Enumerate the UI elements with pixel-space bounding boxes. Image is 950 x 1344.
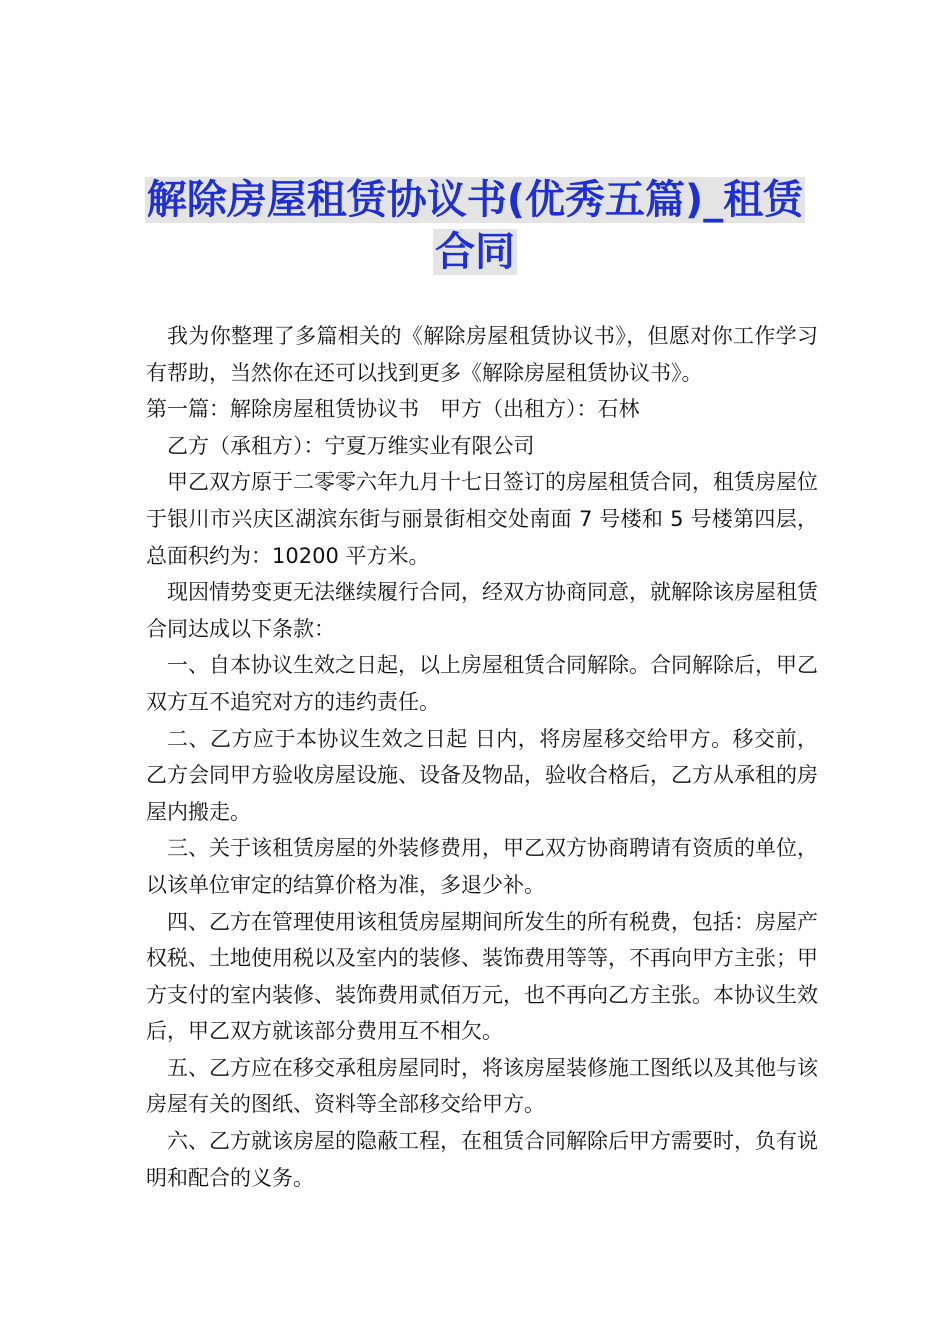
paragraph-chapter-one-heading: 第一篇：解除房屋租赁协议书 甲方（出租方）：石林 <box>146 397 640 422</box>
paragraph-party-b: 乙方（承租方）：宁夏万维实业有限公司 <box>167 433 535 458</box>
document-body <box>146 318 818 1196</box>
document-title <box>140 174 810 278</box>
title-line-1: 解除房屋租赁协议书(优秀五篇)_租赁 <box>146 177 804 223</box>
paragraph-clause-3: 三、关于该租赁房屋的外装修费用，甲乙双方协商聘请有资质的单位，以该单位审定的结算价格为准，多退少补。 <box>146 836 818 897</box>
paragraph-clause-5: 五、乙方应在移交承租房屋同时，将该房屋装修施工图纸以及其他与该房屋有关的图纸、资料等全部移交给甲方。 <box>146 1055 818 1117</box>
paragraph-reason: 现因情势变更无法继续履行合同，经双方协商同意，就解除该房屋租赁合同达成以下条款： <box>146 580 818 641</box>
paragraph-clause-2: 二、乙方应于本协议生效之日起 日内，将房屋移交给甲方。移交前，乙方会同甲方验收房屋设施、设备及物品，验收合格后，乙方从承租的房屋内搬走。 <box>146 726 818 824</box>
title-line-2: 合同 <box>435 229 515 275</box>
paragraph-intro: 我为你整理了多篇相关的《解除房屋租赁协议书》，但愿对你工作学习有帮助，当然你在还可以找到更多《解除房屋租赁协议书》。 <box>146 324 818 385</box>
paragraph-clause-4: 四、乙方在管理使用该租赁房屋期间所发生的所有税费，包括：房屋产权税、土地使用税以及室内的装修、装饰费用等等，不再向甲方主张；甲方支付的室内装修、装饰费用贰佰万元，也不再向乙方主张。本协议生效后，甲乙双方就该部分费用互不相欠。 <box>146 909 818 1044</box>
paragraph-background: 甲乙双方原于二零零六年九月十七日签订的房屋租赁合同，租赁房屋位于银川市兴庆区湖滨东街与丽景街相交处南面 7 号楼和 5 号楼第四层，总面积约为：10200 平方米。 <box>146 470 818 568</box>
paragraph-clause-1: 一、自本协议生效之日起，以上房屋租赁合同解除。合同解除后，甲乙双方互不追究对方的违约责任。 <box>146 653 818 714</box>
paragraph-clause-6: 六、乙方就该房屋的隐蔽工程，在租赁合同解除后甲方需要时，负有说明和配合的义务。 <box>146 1129 818 1190</box>
